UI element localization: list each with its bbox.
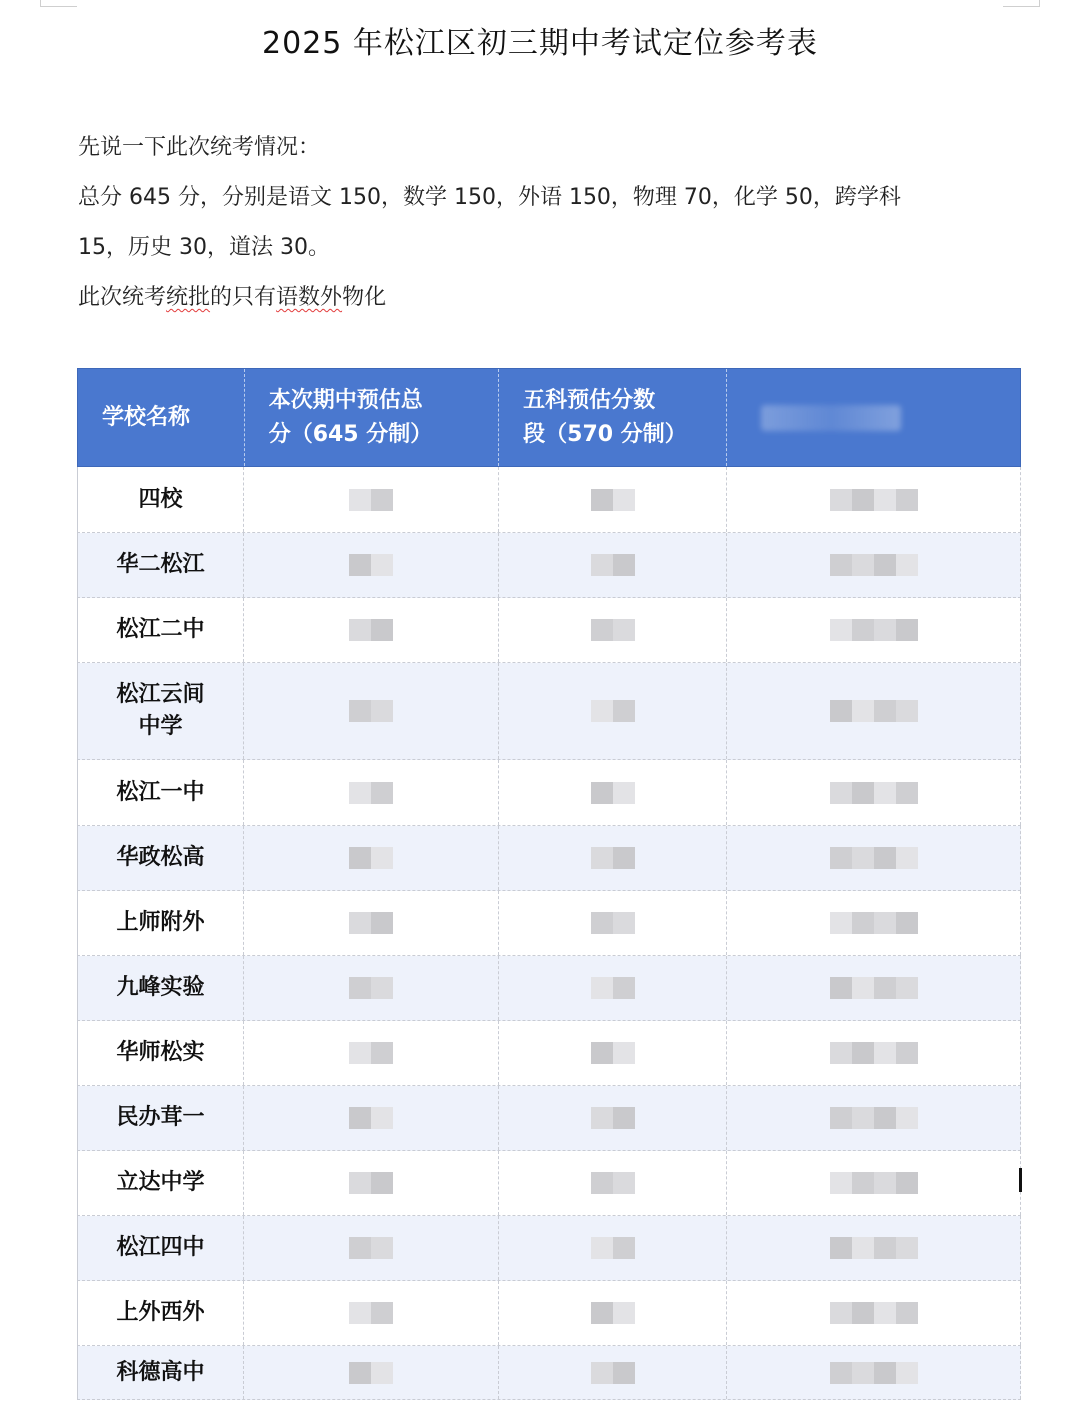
table-row — [77, 1216, 1021, 1281]
spellcheck-word[interactable]: 统批 — [166, 285, 211, 310]
pixel-block — [874, 912, 896, 934]
pixelated-value — [349, 619, 393, 641]
school-name-line: 科德高中 — [116, 1359, 205, 1385]
pixel-block — [896, 619, 918, 641]
pixel-block — [613, 1302, 635, 1324]
pixel-block — [830, 1172, 852, 1194]
pixel-block — [371, 1237, 393, 1259]
total-score-cell — [244, 1151, 499, 1215]
five-subject-score-cell — [499, 1346, 727, 1399]
pixel-block — [371, 782, 393, 804]
header-label: 学校名称 — [102, 404, 191, 430]
pixelated-value — [830, 1237, 918, 1259]
total-score-cell — [244, 598, 499, 662]
total-score-cell — [244, 467, 499, 532]
pixelated-value — [830, 1107, 918, 1129]
pixel-block — [613, 912, 635, 934]
pixelated-value — [349, 847, 393, 869]
table-row — [77, 956, 1021, 1021]
pixelated-value — [591, 489, 635, 511]
total-score-cell — [244, 1216, 499, 1280]
table-row — [77, 663, 1021, 760]
pixel-block — [874, 1302, 896, 1324]
pixel-block — [852, 1172, 874, 1194]
pixel-block — [896, 847, 918, 869]
pixel-block — [613, 554, 635, 576]
spellcheck-word[interactable]: 语数外 — [276, 285, 343, 310]
pixel-block — [830, 1237, 852, 1259]
school-name — [116, 549, 204, 581]
pixel-block — [349, 619, 371, 641]
blurred-column-cell — [727, 1346, 1021, 1399]
pixel-block — [830, 489, 852, 511]
pixel-block — [349, 554, 371, 576]
blurred-column-cell — [727, 956, 1021, 1020]
pixel-block — [591, 700, 613, 722]
pixel-block — [371, 1302, 393, 1324]
pixel-block — [874, 1042, 896, 1064]
pixelated-value — [349, 977, 393, 999]
pixelated-value — [349, 554, 393, 576]
school-name-line: 松江一中 — [116, 779, 205, 805]
school-name-cell — [77, 1281, 244, 1345]
total-score-cell — [244, 533, 499, 597]
pixelated-value — [349, 1042, 393, 1064]
pixel-block — [591, 912, 613, 934]
pixelated-value — [349, 1237, 393, 1259]
pixel-block — [852, 554, 874, 576]
school-name — [138, 484, 182, 516]
five-subject-score-cell — [499, 663, 727, 759]
pixel-block — [896, 977, 918, 999]
pixelated-value — [349, 489, 393, 511]
pixel-block — [349, 1107, 371, 1129]
pixel-block — [896, 782, 918, 804]
five-subject-score-cell — [499, 1281, 727, 1345]
pixelated-value — [591, 782, 635, 804]
pixel-block — [349, 1172, 371, 1194]
pixelated-value — [591, 1237, 635, 1259]
pixel-block — [896, 1042, 918, 1064]
pixel-block — [874, 847, 896, 869]
pixel-block — [852, 847, 874, 869]
pixel-block — [830, 554, 852, 576]
header-label-line: 分（645 分制） — [268, 421, 433, 447]
blurred-column-cell — [727, 1281, 1021, 1345]
five-subject-score-cell — [499, 826, 727, 890]
pixel-block — [591, 489, 613, 511]
pixel-block — [896, 554, 918, 576]
pixel-block — [896, 1107, 918, 1129]
blurred-column-cell — [727, 1021, 1021, 1085]
school-name-line: 华政松高 — [116, 845, 205, 870]
blurred-column-cell — [727, 598, 1021, 662]
five-subject-score-cell — [499, 891, 727, 955]
blurred-column-cell — [727, 663, 1021, 759]
five-subject-score-cell — [499, 956, 727, 1020]
school-name-cell — [77, 533, 244, 597]
school-name — [116, 972, 204, 1004]
total-score-cell — [244, 760, 499, 825]
total-score-cell — [244, 826, 499, 890]
pixel-block — [874, 1172, 896, 1194]
pixel-block — [613, 1362, 635, 1384]
table-row — [77, 598, 1021, 663]
pixel-block — [830, 1302, 852, 1324]
text-cursor — [1019, 1168, 1022, 1192]
school-name — [116, 1232, 204, 1264]
pixel-block — [371, 489, 393, 511]
school-name — [116, 614, 204, 646]
blurred-column-cell — [727, 826, 1021, 890]
blurred-column-cell — [727, 533, 1021, 597]
pixel-block — [896, 912, 918, 934]
pixel-block — [874, 1107, 896, 1129]
pixel-block — [874, 977, 896, 999]
intro-text: 此次统考 — [78, 285, 167, 310]
school-name — [116, 1357, 204, 1389]
pixel-block — [852, 619, 874, 641]
pixelated-value — [591, 1042, 635, 1064]
blurred-column-cell — [727, 760, 1021, 825]
school-name-cell — [77, 1346, 244, 1399]
five-subject-score-cell — [499, 760, 727, 825]
school-name-cell — [77, 467, 244, 532]
blurred-column-cell — [727, 891, 1021, 955]
table-row — [77, 826, 1021, 891]
five-subject-score-cell — [499, 1216, 727, 1280]
intro-text: 物化 — [342, 285, 387, 310]
pixel-block — [830, 912, 852, 934]
school-name-cell — [77, 1021, 244, 1085]
pixel-block — [371, 1107, 393, 1129]
school-name-line: 上师附外 — [116, 910, 205, 935]
pixelated-value — [591, 700, 635, 722]
pixel-block — [830, 619, 852, 641]
five-subject-score-cell — [499, 1021, 727, 1085]
pixelated-value — [591, 977, 635, 999]
header-label-line: 五科预估分数 — [523, 387, 656, 413]
pixelated-value — [591, 912, 635, 934]
pixel-block — [349, 782, 371, 804]
five-subject-score-cell — [499, 598, 727, 662]
five-subject-score-cell — [499, 533, 727, 597]
header-label-line: 段（570 分制） — [523, 421, 687, 447]
blurred-header-text — [761, 405, 901, 431]
intro-line-2: 总分 645 分，分别是语文 150，数学 150，外语 150，物理 70，化学 50，跨学科 — [78, 185, 901, 210]
pixel-block — [591, 1302, 613, 1324]
pixel-block — [874, 619, 896, 641]
pixel-block — [830, 1362, 852, 1384]
school-name-line: 松江二中 — [116, 617, 205, 642]
pixel-block — [591, 1362, 613, 1384]
school-name-cell — [77, 760, 244, 825]
school-name-line: 四校 — [138, 486, 183, 512]
pixel-block — [349, 1362, 371, 1384]
pixelated-value — [830, 489, 918, 511]
pixel-block — [830, 1107, 852, 1129]
pixel-block — [591, 619, 613, 641]
table-row — [77, 891, 1021, 956]
total-score-cell — [244, 1346, 499, 1399]
school-name-cell — [77, 663, 244, 759]
pixel-block — [874, 700, 896, 722]
pixel-block — [349, 700, 371, 722]
school-name-line: 民办茸一 — [116, 1105, 205, 1130]
pixel-block — [613, 1042, 635, 1064]
table-body — [77, 467, 1021, 1400]
pixel-block — [591, 782, 613, 804]
pixel-block — [613, 619, 635, 641]
pixel-block — [591, 1237, 613, 1259]
table-row — [77, 1086, 1021, 1151]
school-name-line: 华二松江 — [116, 552, 205, 577]
blurred-column-cell — [727, 467, 1021, 532]
pixelated-value — [591, 554, 635, 576]
pixel-block — [371, 619, 393, 641]
pixelated-value — [830, 847, 918, 869]
five-subject-score-cell — [499, 467, 727, 532]
table-row — [77, 760, 1021, 826]
pixel-block — [852, 782, 874, 804]
pixel-block — [830, 700, 852, 722]
pixel-block — [371, 1362, 393, 1384]
pixelated-value — [830, 700, 918, 722]
school-score-table — [77, 368, 1021, 1400]
pixelated-value — [591, 1302, 635, 1324]
pixel-block — [874, 554, 896, 576]
intro-line-1: 先说一下此次统考情况： — [78, 135, 321, 160]
table-row — [77, 533, 1021, 598]
pixel-block — [591, 554, 613, 576]
five-subject-score-cell — [499, 1151, 727, 1215]
pixel-block — [613, 489, 635, 511]
pixelated-value — [349, 1172, 393, 1194]
header-school-name — [78, 369, 245, 466]
pixel-block — [852, 489, 874, 511]
pixel-block — [371, 554, 393, 576]
pixelated-value — [591, 1172, 635, 1194]
pixel-block — [613, 847, 635, 869]
pixel-block — [349, 977, 371, 999]
school-name-line: 华师松实 — [116, 1040, 205, 1065]
pixel-block — [349, 489, 371, 511]
total-score-cell — [244, 1086, 499, 1150]
pixel-block — [830, 977, 852, 999]
school-name — [116, 907, 204, 939]
total-score-cell — [244, 663, 499, 759]
school-name-line: 上外西外 — [116, 1300, 205, 1325]
pixelated-value — [591, 847, 635, 869]
pixel-block — [591, 1042, 613, 1064]
pixel-block — [349, 1042, 371, 1064]
header-five-subject-score — [499, 369, 727, 466]
school-name — [116, 1167, 204, 1199]
pixel-block — [852, 1107, 874, 1129]
pixel-block — [349, 847, 371, 869]
pixel-block — [874, 1362, 896, 1384]
intro-line-4 — [78, 278, 978, 328]
blurred-column-cell — [727, 1216, 1021, 1280]
header-label — [523, 384, 687, 452]
intro-text: 的只有 — [210, 285, 277, 310]
school-name-cell — [77, 1151, 244, 1215]
pixel-block — [852, 977, 874, 999]
blurred-column-cell — [727, 1086, 1021, 1150]
pixel-block — [371, 700, 393, 722]
pixel-block — [371, 847, 393, 869]
pixelated-value — [349, 1302, 393, 1324]
intro-paragraph — [78, 128, 978, 328]
table-header — [77, 368, 1021, 467]
school-name — [116, 1102, 204, 1134]
pixel-block — [591, 1107, 613, 1129]
school-name-line: 松江四中 — [116, 1235, 205, 1260]
pixelated-value — [830, 977, 918, 999]
table-row — [77, 1021, 1021, 1086]
pixel-block — [613, 977, 635, 999]
pixelated-value — [830, 554, 918, 576]
school-name — [116, 842, 204, 874]
header-label-line: 本次期中预估总 — [268, 387, 423, 413]
total-score-cell — [244, 956, 499, 1020]
school-name-line: 九峰实验 — [116, 975, 205, 1000]
pixel-block — [852, 1042, 874, 1064]
pixel-block — [591, 1172, 613, 1194]
pixel-block — [896, 1237, 918, 1259]
school-name-line: 松江云间 — [116, 682, 205, 707]
school-name-cell — [77, 956, 244, 1020]
blurred-column-cell — [727, 1151, 1021, 1215]
pixel-block — [591, 977, 613, 999]
school-name-cell — [77, 826, 244, 890]
pixel-block — [852, 1362, 874, 1384]
school-name — [116, 1297, 204, 1329]
school-name-line: 立达中学 — [116, 1170, 205, 1195]
page-corner-mark-right — [1003, 0, 1040, 7]
header-label — [269, 384, 433, 452]
school-name-cell — [77, 891, 244, 955]
pixel-block — [613, 1172, 635, 1194]
school-name — [116, 679, 204, 743]
total-score-cell — [244, 1281, 499, 1345]
pixelated-value — [349, 1107, 393, 1129]
school-name-cell — [77, 598, 244, 662]
pixelated-value — [349, 700, 393, 722]
pixel-block — [874, 489, 896, 511]
pixelated-value — [349, 782, 393, 804]
five-subject-score-cell — [499, 1086, 727, 1150]
school-name — [116, 777, 204, 809]
pixel-block — [852, 1302, 874, 1324]
pixel-block — [349, 912, 371, 934]
pixel-block — [874, 782, 896, 804]
table-row — [77, 467, 1021, 533]
pixel-block — [830, 1042, 852, 1064]
total-score-cell — [244, 1021, 499, 1085]
pixel-block — [896, 489, 918, 511]
school-name-cell — [77, 1216, 244, 1280]
pixel-block — [852, 1237, 874, 1259]
pixelated-value — [830, 1172, 918, 1194]
pixelated-value — [830, 782, 918, 804]
pixel-block — [591, 847, 613, 869]
total-score-cell — [244, 891, 499, 955]
pixelated-value — [591, 1362, 635, 1384]
school-name-line: 中学 — [138, 714, 183, 739]
pixelated-value — [349, 912, 393, 934]
pixel-block — [371, 1172, 393, 1194]
pixel-block — [349, 1237, 371, 1259]
pixel-block — [613, 700, 635, 722]
intro-line-3: 15，历史 30，道法 30。 — [78, 235, 330, 260]
school-name — [116, 1037, 204, 1069]
pixel-block — [349, 1302, 371, 1324]
pixel-block — [613, 1237, 635, 1259]
pixelated-value — [349, 1362, 393, 1384]
pixel-block — [371, 912, 393, 934]
pixel-block — [874, 1237, 896, 1259]
pixelated-value — [830, 619, 918, 641]
pixel-block — [852, 912, 874, 934]
school-name-cell — [77, 1086, 244, 1150]
pixel-block — [830, 847, 852, 869]
table-row — [77, 1281, 1021, 1346]
pixelated-value — [591, 1107, 635, 1129]
pixelated-value — [830, 1302, 918, 1324]
page-corner-mark-left — [40, 0, 77, 7]
document-title: 2025 年松江区初三期中考试定位参考表 — [262, 26, 818, 61]
header-blurred-column — [727, 369, 1020, 466]
pixelated-value — [830, 912, 918, 934]
header-total-score — [245, 369, 499, 466]
pixel-block — [613, 1107, 635, 1129]
pixel-block — [896, 1302, 918, 1324]
pixel-block — [371, 1042, 393, 1064]
table-row — [77, 1151, 1021, 1216]
pixelated-value — [830, 1042, 918, 1064]
pixel-block — [896, 700, 918, 722]
pixel-block — [896, 1362, 918, 1384]
pixel-block — [896, 1172, 918, 1194]
pixelated-value — [591, 619, 635, 641]
pixel-block — [852, 700, 874, 722]
pixel-block — [613, 782, 635, 804]
pixel-block — [371, 977, 393, 999]
pixelated-value — [830, 1362, 918, 1384]
pixel-block — [830, 782, 852, 804]
table-row — [77, 1346, 1021, 1400]
